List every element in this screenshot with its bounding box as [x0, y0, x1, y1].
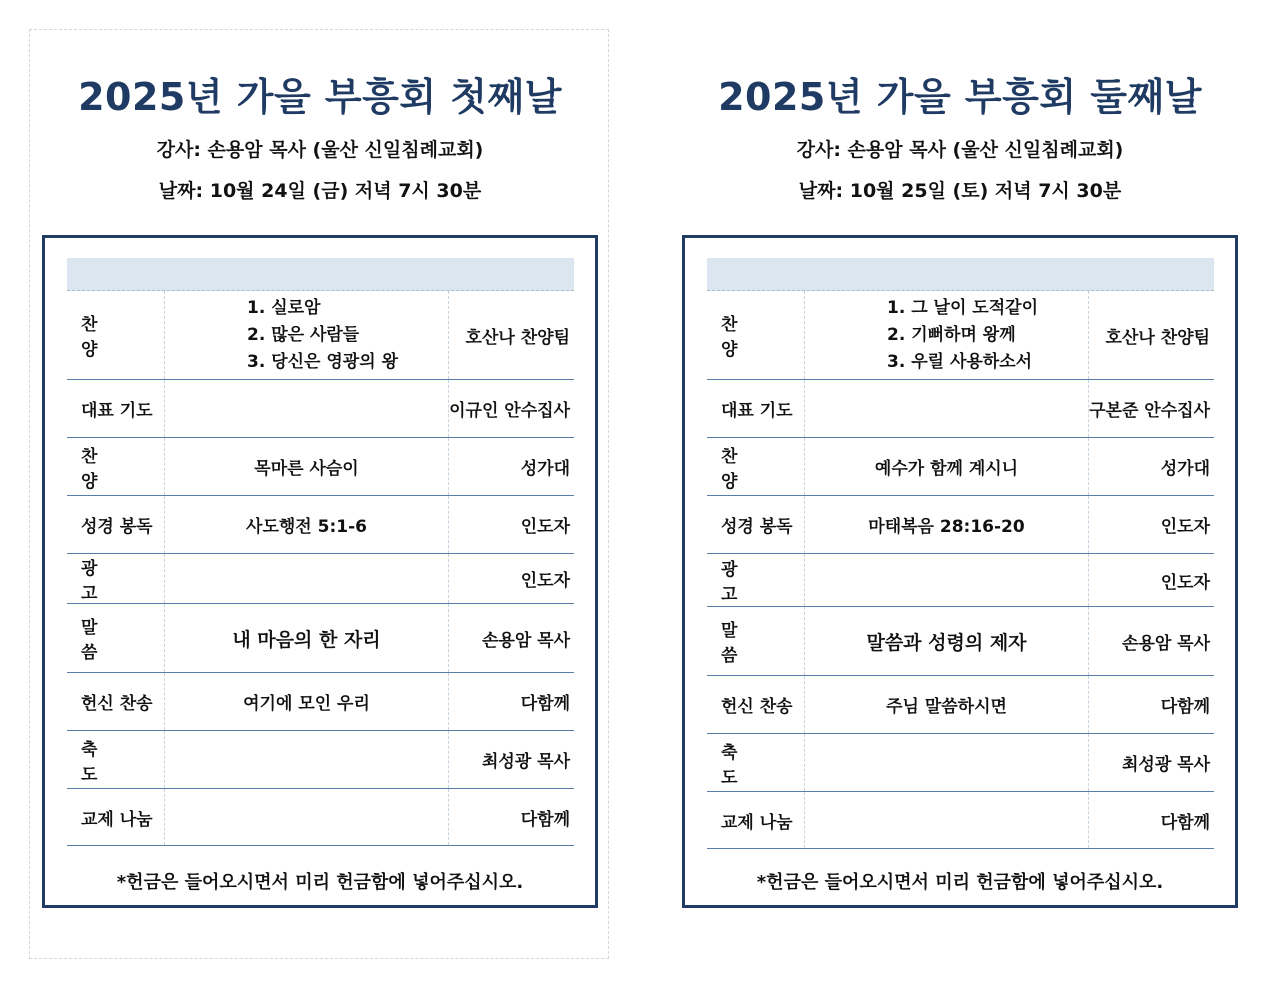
offering-note: *헌금은 들어오시면서 미리 헌금함에 넣어주십시오.: [116, 872, 524, 893]
table-row: [67, 438, 574, 496]
row-person: 다함께: [520, 694, 570, 714]
row-content: [805, 792, 1089, 848]
row-person: 성가대: [520, 459, 570, 479]
hymn-item: 1. 실로암: [247, 297, 321, 318]
row-person: 인도자: [520, 571, 570, 591]
row-person: 인도자: [520, 517, 570, 537]
table-row: [67, 554, 574, 604]
row-person: 호산나 찬양팀: [465, 327, 570, 348]
row-label: 축 도: [707, 734, 805, 791]
sermon-title: 내 마음의 한 자리: [165, 604, 449, 672]
table-row: [707, 554, 1214, 607]
table-row: [707, 496, 1214, 554]
table-row: [67, 496, 574, 554]
row-person: 손용암 목사: [1121, 633, 1210, 654]
row-content: [805, 554, 1089, 606]
table-row: [707, 734, 1214, 792]
row-content: 사도행전 5:1-6: [165, 496, 449, 553]
table-header: [67, 258, 574, 291]
table-row: [67, 380, 574, 438]
row-label: 찬 양: [67, 291, 165, 379]
table-row: [707, 438, 1214, 496]
hymn-list: [805, 291, 1089, 379]
row-person: 인도자: [1160, 572, 1210, 593]
row-person: 구본준 안수집사: [1089, 401, 1210, 421]
row-content: 주님 말씀하시면: [805, 676, 1089, 733]
row-content: [805, 734, 1089, 791]
date-line: 날짜: 10월 24일 (금) 저녁 7시 30분: [158, 180, 482, 202]
table-row: [67, 673, 574, 731]
hymn-item: 2. 기뻐하며 왕께: [887, 324, 1016, 345]
row-person: 다함께: [1160, 697, 1210, 717]
row-content: 예수가 함께 계시니: [805, 438, 1089, 495]
row-label: 찬 양: [707, 291, 805, 379]
row-label: 대표 기도: [707, 380, 805, 437]
row-label: 광 고: [707, 554, 805, 606]
table-row: [67, 731, 574, 789]
page-title: 2025년 가을 부흥회 둘째날: [718, 75, 1202, 119]
row-label: 헌신 찬송: [707, 676, 805, 733]
order-of-service-table: [67, 258, 574, 846]
sermon-title: 말씀과 성령의 제자: [805, 607, 1089, 675]
order-of-service-frame: [682, 235, 1238, 908]
row-content: 마태복음 28:16-20: [805, 496, 1089, 553]
table-header: [707, 258, 1214, 291]
row-content: [165, 554, 449, 603]
table-row: [707, 291, 1214, 380]
table-row: [707, 380, 1214, 438]
hymn-item: 2. 많은 사람들: [247, 324, 360, 345]
row-person: 다함께: [520, 809, 570, 830]
row-label: 대표 기도: [67, 380, 165, 437]
row-person: 다함께: [1160, 812, 1210, 833]
row-label: 찬 양: [67, 438, 165, 495]
row-content: [165, 731, 449, 788]
hymn-item: 1. 그 날이 도적같이: [887, 297, 1038, 318]
row-label: 성경 봉독: [67, 496, 165, 553]
row-person: 이규인 안수집사: [449, 401, 570, 421]
table-row: [707, 607, 1214, 676]
program-day-2: [640, 0, 1260, 989]
order-of-service-table: [707, 258, 1214, 849]
row-person: 성가대: [1160, 459, 1210, 479]
row-label: 찬 양: [707, 438, 805, 495]
row-label: 성경 봉독: [707, 496, 805, 553]
table-row: [67, 789, 574, 846]
offering-note: *헌금은 들어오시면서 미리 헌금함에 넣어주십시오.: [756, 872, 1164, 893]
row-label: 헌신 찬송: [67, 673, 165, 730]
row-content: 여기에 모인 우리: [165, 673, 449, 730]
row-person: 최성광 목사: [481, 752, 570, 772]
hymn-item: 3. 당신은 영광의 왕: [247, 351, 398, 372]
order-of-service-frame: [42, 235, 598, 908]
row-content: [165, 380, 449, 437]
row-label: 광 고: [67, 554, 165, 603]
row-content: [805, 380, 1089, 437]
row-person: 손용암 목사: [481, 630, 570, 651]
table-row: [707, 792, 1214, 849]
hymn-item: 3. 우릴 사용하소서: [887, 351, 1033, 372]
row-label: 교제 나눔: [707, 792, 805, 848]
row-content: [165, 789, 449, 845]
row-label: 말 씀: [67, 604, 165, 672]
row-content: 목마른 사슴이: [165, 438, 449, 495]
row-person: 최성광 목사: [1121, 755, 1210, 775]
table-row: [67, 604, 574, 673]
table-row: [67, 291, 574, 380]
row-person: 인도자: [1160, 517, 1210, 537]
speaker-line: 강사: 손용암 목사 (울산 신일침례교회): [796, 139, 1124, 161]
hymn-list: [165, 291, 449, 379]
table-row: [707, 676, 1214, 734]
page-title: 2025년 가을 부흥회 첫째날: [78, 75, 562, 119]
row-label: 말 씀: [707, 607, 805, 675]
speaker-line: 강사: 손용암 목사 (울산 신일침례교회): [156, 139, 484, 161]
date-line: 날짜: 10월 25일 (토) 저녁 7시 30분: [798, 180, 1122, 202]
program-day-1: [0, 0, 620, 989]
row-label: 교제 나눔: [67, 789, 165, 845]
row-label: 축 도: [67, 731, 165, 788]
row-person: 호산나 찬양팀: [1105, 327, 1210, 348]
